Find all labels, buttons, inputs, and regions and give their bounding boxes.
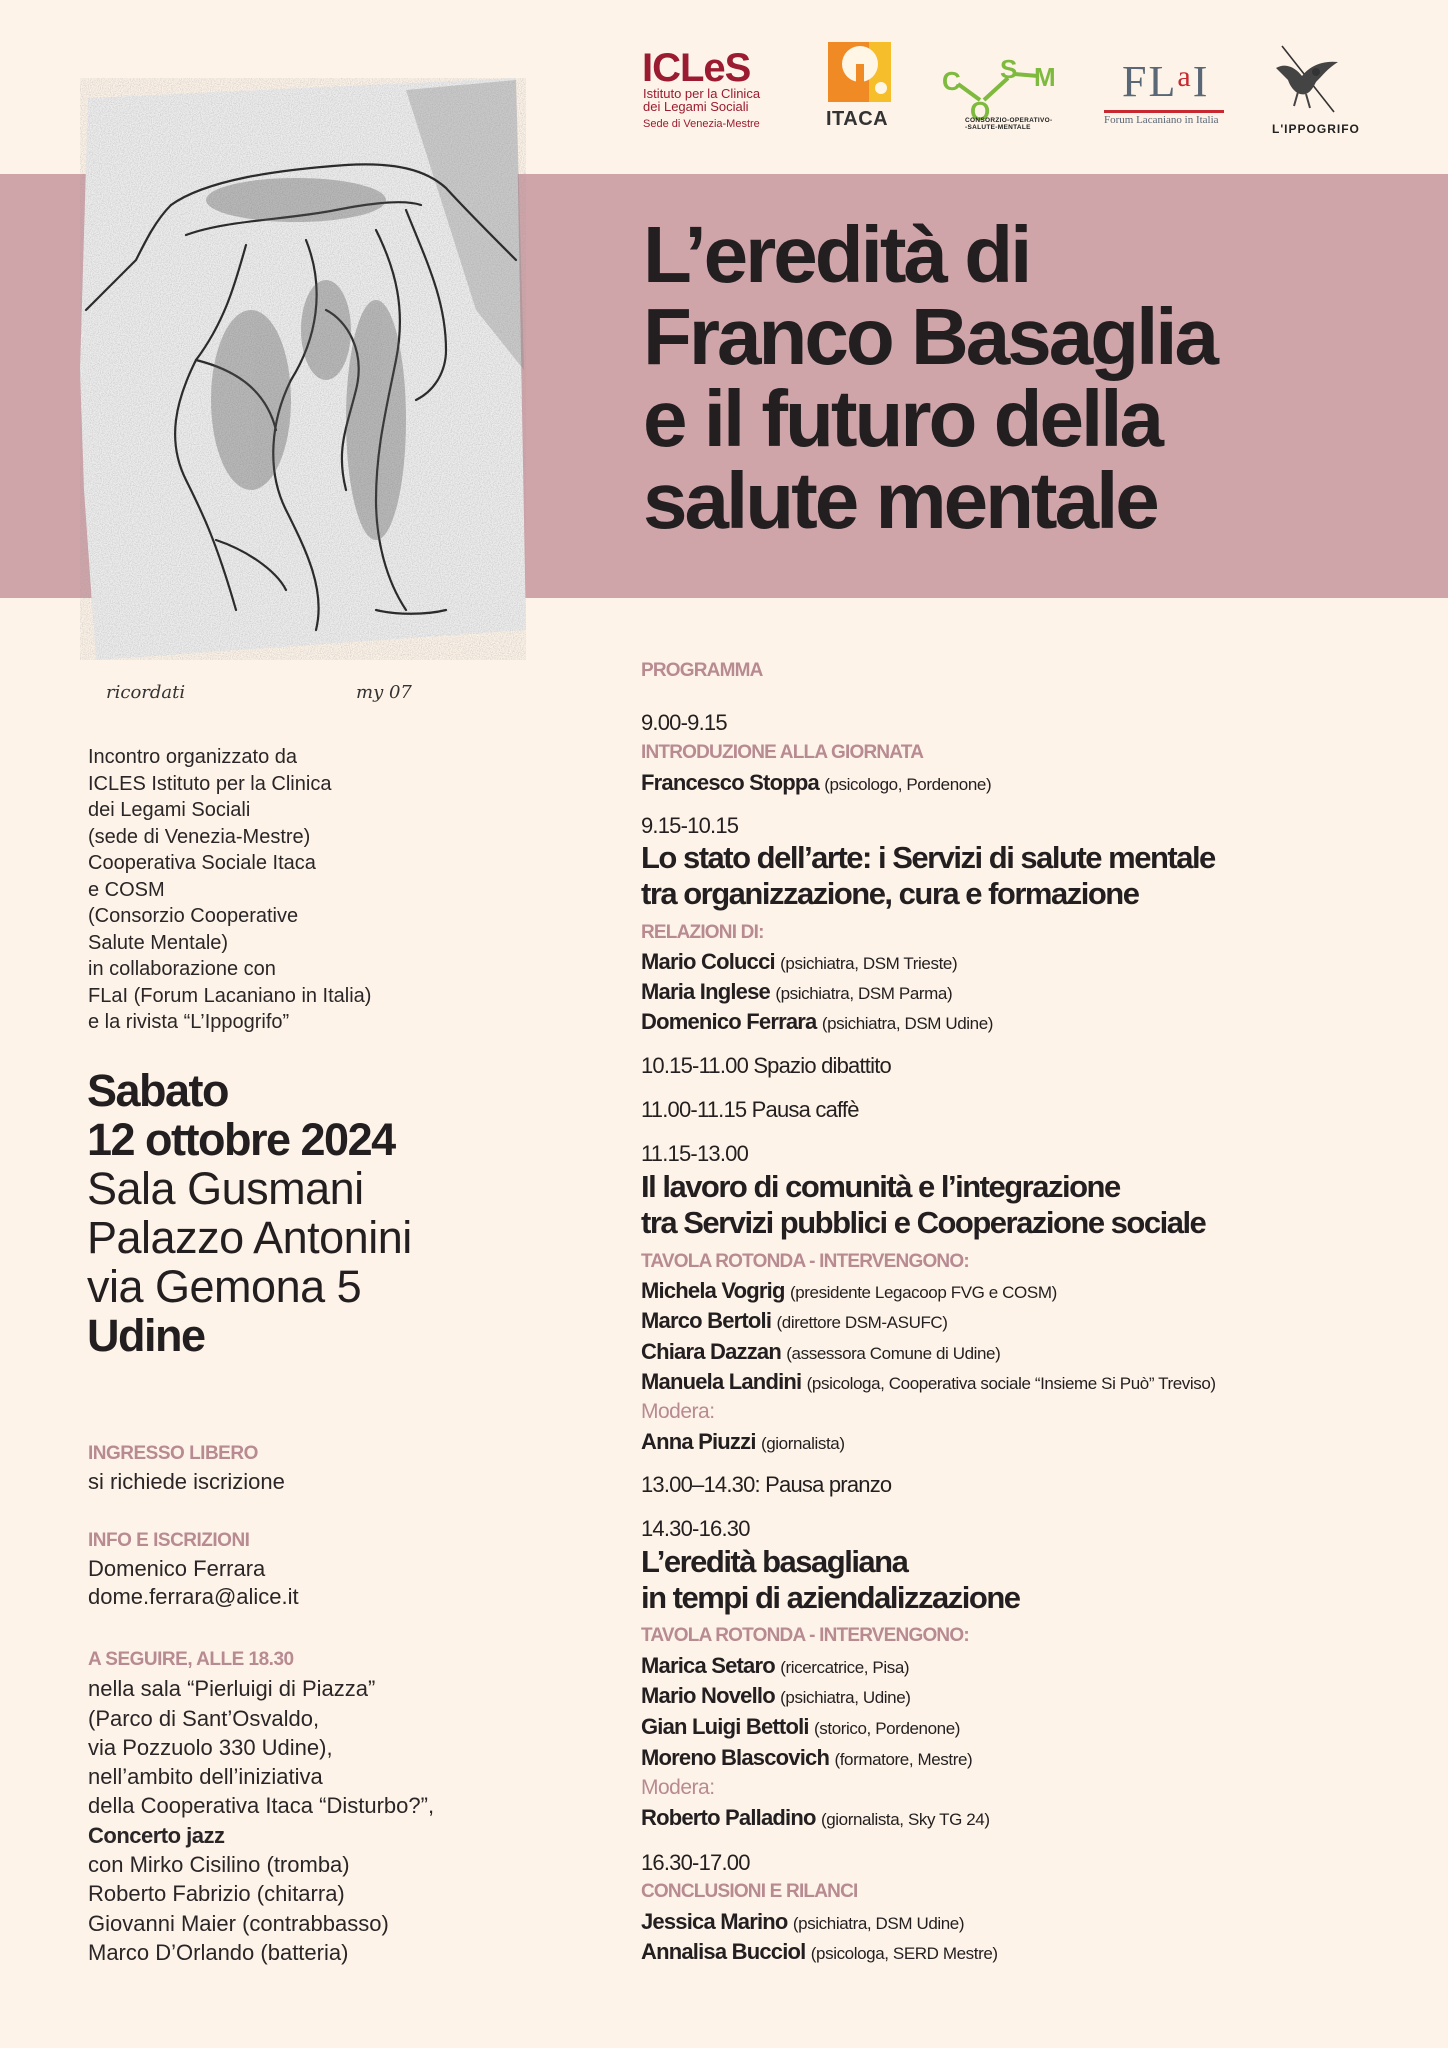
dancers-sketch-image (76, 70, 531, 690)
speaker-role: (psichiatra, DSM Udine) (821, 1014, 994, 1033)
svg-text:S: S (1000, 54, 1018, 84)
musician: Roberto Fabrizio (chitarra) (88, 1881, 345, 1907)
event-day: Sabato (87, 1065, 229, 1116)
flai-logo-rule (1104, 110, 1224, 113)
after-line: della Cooperativa Itaca “Disturbo?”, (88, 1793, 435, 1819)
moderator (641, 1805, 990, 1831)
speaker (641, 1653, 909, 1679)
speaker-name: Jessica Marino (641, 1909, 788, 1934)
speaker-name: Mario Colucci (641, 949, 775, 974)
moderator-role: (giornalista) (760, 1434, 845, 1453)
title-line: salute mentale (643, 456, 1157, 545)
session-heading: L’eredità basagliana (641, 1544, 908, 1579)
speaker-role: (psichiatra, DSM Udine) (792, 1914, 965, 1933)
session-caption: RELAZIONI DI: (641, 922, 764, 943)
session-caption: INTRODUZIONE ALLA GIORNATA (641, 742, 924, 763)
flai-logo-subtitle: Forum Lacaniano in Italia (1104, 114, 1219, 126)
organizers-line: Salute Mentale) (88, 931, 229, 954)
speaker-name: Francesco Stoppa (641, 770, 819, 795)
ippogrifo-logo-text: L'IPPOGRIFO (1272, 122, 1360, 136)
svg-text:M: M (1034, 62, 1056, 92)
session-caption: TAVOLA ROTONDA - INTERVENGONO: (641, 1625, 969, 1646)
svg-text:O: O (970, 96, 991, 122)
info-label: INFO E ISCRIZIONI (88, 1530, 250, 1551)
speaker-name: Annalisa Bucciol (641, 1939, 806, 1964)
concert-title: Concerto jazz (88, 1822, 225, 1848)
event-venue: Sala Gusmani (87, 1163, 364, 1214)
speaker-role: (psicologa, SERD Mestre) (810, 1944, 998, 1963)
session-caption: TAVOLA ROTONDA - INTERVENGONO: (641, 1251, 969, 1272)
flai-logo-mark: $FL^aI$ (1122, 57, 1210, 106)
organizers-line: e COSM (88, 878, 165, 901)
moderator-role: (giornalista, Sky TG 24) (820, 1810, 990, 1829)
event-building: Palazzo Antonini (87, 1212, 412, 1263)
speaker-name: Chiara Dazzan (641, 1339, 781, 1364)
speaker (641, 1714, 960, 1740)
speaker-role: (psicologa, Cooperativa sociale “Insieme Si Può” Treviso) (806, 1374, 1216, 1393)
speaker (641, 979, 952, 1005)
event-date: 12 ottobre 2024 (87, 1114, 395, 1165)
cosm-logo-line1: CONSORZIO-OPERATIVO- (965, 117, 1053, 124)
program-label: PROGRAMMA (641, 660, 763, 681)
ingresso-note: si richiede iscrizione (88, 1469, 285, 1494)
session-caption: CONCLUSIONI E RILANCI (641, 1881, 858, 1902)
after-line: via Pozzuolo 330 Udine), (88, 1734, 333, 1760)
speaker-role: (psichiatra, Udine) (780, 1688, 911, 1707)
speaker-name: Gian Luigi Bettoli (641, 1714, 809, 1739)
info-email[interactable]: dome.ferrara@alice.it (88, 1584, 299, 1609)
session-heading: tra Servizi pubblici e Cooperazione sociale (641, 1205, 1206, 1240)
moderator (641, 1429, 845, 1455)
page-title (643, 210, 1217, 545)
speaker-name: Mario Novello (641, 1683, 775, 1708)
speaker-name: Moreno Blascovich (641, 1745, 830, 1770)
session-time: 11.15-13.00 (641, 1141, 749, 1166)
speaker (641, 1939, 998, 1965)
title-line: L’eredità di (643, 210, 1030, 299)
speaker (641, 1278, 1057, 1304)
speaker-name: Maria Inglese (641, 979, 770, 1004)
cosm-logo-line2: -SALUTE-MENTALE (965, 124, 1031, 131)
session-heading: tra organizzazione, cura e formazione (641, 876, 1139, 911)
speaker (641, 770, 991, 796)
speaker-name: Michela Vogrig (641, 1278, 785, 1303)
session-time: 9.00-9.15 (641, 710, 727, 735)
organizers-line: Cooperativa Sociale Itaca (88, 852, 316, 874)
icles-logo-subtitle (643, 87, 760, 113)
session-heading: Lo stato dell’arte: i Servizi di salute mentale (641, 840, 1215, 875)
organizers-line: (Consorzio Cooperative (88, 905, 299, 927)
speaker-name: Marica Setaro (641, 1653, 775, 1678)
speaker-role: (formatore, Mestre) (834, 1750, 973, 1769)
speaker-role: (psicologo, Pordenone) (824, 775, 992, 794)
svg-text:C: C (942, 66, 961, 96)
icles-logo-line1: Istituto per la Clinica (643, 86, 761, 101)
speaker-role: (psichiatra, DSM Trieste) (780, 954, 958, 973)
musician: Marco D’Orlando (batteria) (88, 1939, 349, 1965)
info-contact: Domenico Ferrara (88, 1556, 266, 1581)
info-block (88, 1527, 299, 1611)
speaker-name: Marco Bertoli (641, 1308, 772, 1333)
after-line: nella sala “Pierluigi di Piazza” (88, 1676, 376, 1702)
program-break: 13.00–14.30: Pausa pranzo (641, 1472, 892, 1497)
ingresso-block (88, 1440, 285, 1496)
event-address: via Gemona 5 (87, 1261, 362, 1312)
organizers-line: in collaborazione con (88, 958, 276, 980)
event-city: Udine (87, 1310, 205, 1361)
organizers-line: e la rivista “L’Ippogrifo” (88, 1011, 290, 1033)
organizers-line: (sede di Venezia-Mestre) (88, 825, 311, 848)
organizers-line: dei Legami Sociali (88, 799, 251, 821)
session-time: 16.30-17.00 (641, 1850, 750, 1875)
icles-logo-mark: ICLeS (642, 46, 751, 90)
program-break: 10.15-11.00 Spazio dibattito (641, 1053, 891, 1078)
speaker (641, 1369, 1216, 1395)
after-line: nell’ambito dell’iniziativa (88, 1764, 323, 1790)
musician: Giovanni Maier (contrabbasso) (88, 1910, 389, 1936)
speaker-role: (storico, Pordenone) (814, 1719, 961, 1738)
speaker-role: (presidente Legacoop FVG e COSM) (789, 1283, 1057, 1302)
speaker (641, 1308, 948, 1334)
artwork-signature-right: my 07 (356, 682, 412, 703)
organizers-block (88, 744, 371, 1036)
speaker (641, 1745, 972, 1771)
icles-logo-line2: dei Legami Sociali (643, 99, 749, 114)
after-line: (Parco di Sant’Osvaldo, (88, 1705, 320, 1731)
title-line: e il futuro della (643, 374, 1161, 463)
speaker (641, 1339, 1000, 1365)
session-time: 9.15-10.15 (641, 813, 739, 838)
after-label: A SEGUIRE, ALLE 18.30 (88, 1649, 294, 1670)
cosm-molecule-icon (940, 52, 1060, 122)
speaker-name: Manuela Landini (641, 1369, 802, 1394)
ingresso-label: INGRESSO LIBERO (88, 1443, 258, 1464)
speaker-role: (assessora Comune di Udine) (786, 1344, 1001, 1363)
speaker-role: (direttore DSM-ASUFC) (776, 1313, 948, 1332)
session-heading: in tempi di aziendalizzazione (641, 1580, 1020, 1615)
organizers-line: Incontro organizzato da (88, 746, 298, 768)
speaker-role: (ricercatrice, Pisa) (780, 1658, 910, 1677)
moderator-label: Modera: (641, 1776, 715, 1799)
speaker-role: (psichiatra, DSM Parma) (775, 984, 953, 1003)
hippogriff-icon (1272, 42, 1344, 114)
after-event-block (88, 1645, 434, 1967)
title-line: Franco Basaglia (643, 292, 1217, 381)
musician: con Mirko Cisilino (tromba) (88, 1852, 350, 1878)
session-heading: Il lavoro di comunità e l’integrazione (641, 1169, 1120, 1204)
speaker (641, 1909, 964, 1935)
organizers-line: ICLES Istituto per la Clinica (88, 772, 332, 795)
itaca-logo-text: ITACA (826, 108, 889, 130)
organizers-line: FLaI (Forum Lacaniano in Italia) (88, 984, 372, 1007)
icles-logo-sede: Sede di Venezia-Mestre (643, 118, 760, 130)
speaker-name: Domenico Ferrara (641, 1009, 817, 1034)
cosm-logo-text (965, 117, 1053, 131)
event-details (87, 1066, 412, 1360)
moderator-name: Roberto Palladino (641, 1805, 816, 1830)
artwork-signature-left: ricordati (106, 682, 186, 703)
speaker (641, 1683, 911, 1709)
program-break: 11.00-11.15 Pausa caffè (641, 1097, 859, 1122)
speaker (641, 949, 957, 975)
itaca-tree-icon (828, 42, 891, 102)
moderator-label: Modera: (641, 1400, 715, 1423)
session-time: 14.30-16.30 (641, 1516, 750, 1541)
speaker (641, 1009, 993, 1035)
moderator-name: Anna Piuzzi (641, 1429, 756, 1454)
